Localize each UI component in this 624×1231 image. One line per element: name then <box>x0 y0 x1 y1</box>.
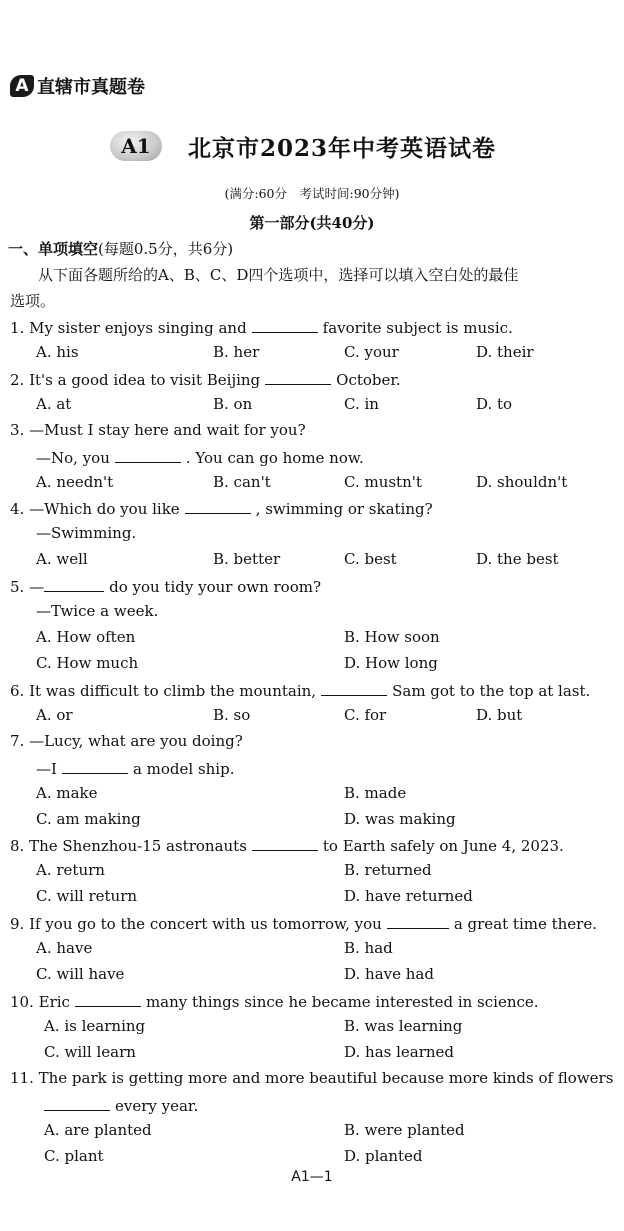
option-a: A. his <box>36 343 79 361</box>
page-number: A1—1 <box>291 1169 333 1185</box>
option-a: A. needn't <box>36 473 114 491</box>
option-a: A. is learning <box>44 1017 146 1035</box>
option-a: A. well <box>36 550 88 568</box>
option-b: B. had <box>344 939 393 957</box>
answer-blank <box>44 1095 110 1111</box>
answer-blank <box>265 369 331 385</box>
option-c: C. will return <box>36 887 138 905</box>
answer-blank <box>387 913 449 929</box>
option-c: C. for <box>344 706 387 724</box>
option-a: A. make <box>36 784 98 802</box>
option-b: B. was learning <box>344 1017 463 1035</box>
question-4: 4. —Which do you like , swimming or skating? <box>10 500 433 518</box>
option-b: B. returned <box>344 861 432 879</box>
option-d: D. to <box>476 395 513 413</box>
paper-meta: (满分:60分 考试时间:90分钟) <box>224 186 400 201</box>
option-b: B. made <box>344 784 407 802</box>
question-4-reply: —Swimming. <box>36 524 137 542</box>
question-5: 5. — do you tidy your own room? <box>10 578 321 596</box>
option-b: B. were planted <box>344 1121 465 1139</box>
option-b: B. so <box>213 706 251 724</box>
section-heading <box>8 238 233 259</box>
option-b: B. on <box>213 395 253 413</box>
question-7-reply: —I a model ship. <box>36 760 235 778</box>
answer-blank <box>252 835 318 851</box>
option-a: A. or <box>36 706 73 724</box>
option-c: C. will have <box>36 965 125 983</box>
a-badge-icon: A <box>10 75 34 97</box>
answer-blank <box>75 991 141 1007</box>
option-b: B. can't <box>213 473 271 491</box>
question-6: 6. It was difficult to climb the mountain, Sam got to the top at last. <box>10 682 591 700</box>
option-a: A. have <box>36 939 93 957</box>
question-7: 7. —Lucy, what are you doing? <box>10 732 243 750</box>
section-title: 一、单项填空 <box>8 240 99 258</box>
question-10: 10. Eric many things since he became interested in science. <box>10 993 539 1011</box>
question-3: 3. —Must I stay here and wait for you? <box>10 421 306 439</box>
option-d: D. was making <box>344 810 456 828</box>
paper-title: 北京市2023年中考英语试卷 <box>188 134 497 162</box>
title-row <box>110 128 496 164</box>
question-9: 9. If you go to the concert with us tomorrow, you a great time there. <box>10 915 598 933</box>
option-a: A. How often <box>36 628 136 646</box>
section-note: (每题0.5分，共6分) <box>98 240 234 258</box>
paper-code-badge: A1 <box>110 131 162 161</box>
option-c: C. in <box>344 395 379 413</box>
series-label: 直辖市真题卷 <box>37 77 145 98</box>
option-b: B. How soon <box>344 628 440 646</box>
answer-blank <box>252 317 318 333</box>
option-c: C. best <box>344 550 397 568</box>
question-11: 11. The park is getting more and more beautiful because more kinds of flowers <box>10 1069 614 1087</box>
option-d: D. have had <box>344 965 434 983</box>
option-b: B. better <box>213 550 281 568</box>
option-d: D. the best <box>476 550 559 568</box>
question-2: 2. It's a good idea to visit Beijing October. <box>10 371 401 389</box>
option-a: A. are planted <box>44 1121 152 1139</box>
answer-blank <box>62 758 128 774</box>
option-d: D. planted <box>344 1147 423 1165</box>
option-d: D. but <box>476 706 523 724</box>
question-11-cont: every year. <box>44 1095 198 1115</box>
answer-blank <box>115 447 181 463</box>
option-d: D. has learned <box>344 1043 455 1061</box>
option-c: C. your <box>344 343 399 361</box>
option-a: A. return <box>36 861 105 879</box>
option-d: D. their <box>476 343 534 361</box>
series-tag <box>10 74 145 98</box>
question-8: 8. The Shenzhou-15 astronauts to Earth safely on June 4, 2023. <box>10 837 564 855</box>
question-5-reply: —Twice a week. <box>36 602 159 620</box>
instruction-line-1: 从下面各题所给的A、B、C、D四个选项中，选择可以填入空白处的最佳 <box>38 266 519 284</box>
question-3-reply: —No, you . You can go home now. <box>36 449 364 467</box>
answer-blank <box>185 498 251 514</box>
option-a: A. at <box>36 395 72 413</box>
option-d: D. have returned <box>344 887 473 905</box>
option-c: C. How much <box>36 654 139 672</box>
part-heading: 第一部分(共40分) <box>249 214 375 232</box>
option-c: C. will learn <box>44 1043 136 1061</box>
option-c: C. mustn't <box>344 473 422 491</box>
option-c: C. am making <box>36 810 141 828</box>
answer-blank <box>44 576 104 592</box>
answer-blank <box>321 680 387 696</box>
instruction-line-2: 选项。 <box>10 292 56 310</box>
question-1: 1. My sister enjoys singing and favorite subject is music. <box>10 319 513 337</box>
option-d: D. shouldn't <box>476 473 568 491</box>
option-d: D. How long <box>344 654 438 672</box>
option-b: B. her <box>213 343 260 361</box>
option-c: C. plant <box>44 1147 104 1165</box>
